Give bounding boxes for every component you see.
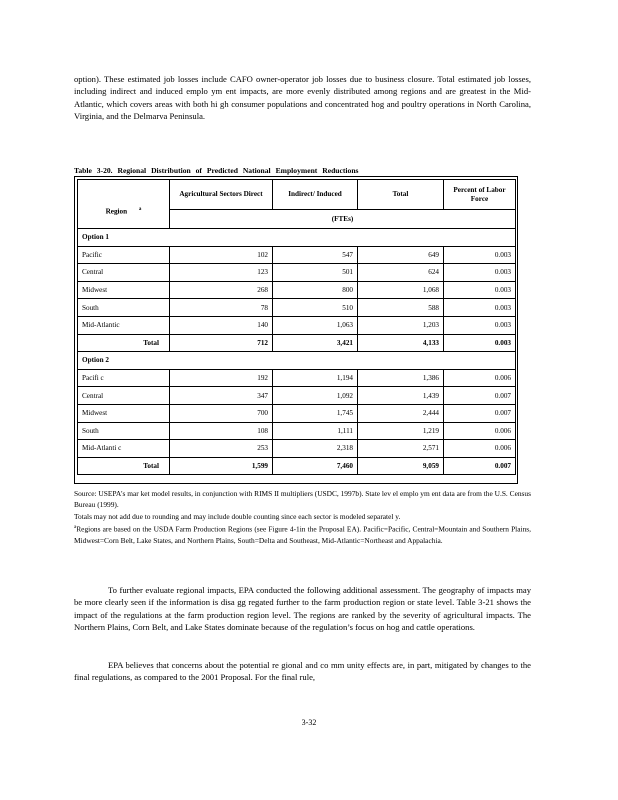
- direct-cell: 140: [170, 316, 273, 334]
- direct-cell: 192: [170, 369, 273, 387]
- indirect-cell: 1,063: [273, 316, 358, 334]
- region-cell: Mid-Atlanti c: [78, 440, 170, 458]
- table-header-row: [78, 180, 516, 210]
- header-indirect-induced: Indirect/ Induced: [273, 180, 358, 210]
- indirect-cell: 800: [273, 281, 358, 299]
- table-row: [78, 264, 516, 282]
- direct-cell: 700: [170, 404, 273, 422]
- page-number: 3-32: [301, 718, 317, 727]
- total-row: [78, 334, 516, 352]
- table-notes: [74, 488, 531, 547]
- total-indirect-cell: 3,421: [273, 334, 358, 352]
- total-cell: 1,203: [358, 316, 444, 334]
- percent-cell: 0.003: [444, 299, 516, 317]
- indirect-cell: 1,745: [273, 404, 358, 422]
- paragraph-further-evaluation: To further evaluate regional impacts, EPA conducted the following additional assessment. The geography of impacts may be more clearly seen if the information is disa gg regated further to the farm production region or state level. Table 3-21 shows the impact of the regulations at the farm production region level. The regions are ranked by the severity of agricultural impacts. The Northern Plains, Corn Belt, and Lake States dominate because of the regulation’s focus on hog and cattle operations.: [74, 585, 531, 633]
- direct-cell: 102: [170, 246, 273, 264]
- percent-cell: 0.006: [444, 369, 516, 387]
- table-row: [78, 299, 516, 317]
- table-row: [78, 246, 516, 264]
- direct-cell: 78: [170, 299, 273, 317]
- total-row: [78, 457, 516, 475]
- option-row: [78, 352, 516, 370]
- indirect-cell: 547: [273, 246, 358, 264]
- region-cell: Central: [78, 387, 170, 405]
- region-cell: Midwest: [78, 404, 170, 422]
- units-label: (FTEs): [170, 210, 516, 229]
- option-label: Option 2: [78, 352, 516, 370]
- region-cell: South: [78, 299, 170, 317]
- percent-cell: 0.003: [444, 281, 516, 299]
- total-direct-cell: 712: [170, 334, 273, 352]
- indirect-cell: 1,092: [273, 387, 358, 405]
- header-agricultural-direct: Agricultural Sectors Direct: [170, 180, 273, 210]
- percent-cell: 0.006: [444, 440, 516, 458]
- header-total: Total: [358, 180, 444, 210]
- total-cell: 2,571: [358, 440, 444, 458]
- total-cell: 1,386: [358, 369, 444, 387]
- header-percent-labor-force: Percent of Labor Force: [444, 180, 516, 210]
- total-cell: 649: [358, 246, 444, 264]
- indirect-cell: 501: [273, 264, 358, 282]
- region-footnote-marker: a: [138, 207, 142, 213]
- table-row: [78, 369, 516, 387]
- percent-cell: 0.003: [444, 316, 516, 334]
- indirect-cell: 1,111: [273, 422, 358, 440]
- region-cell: Pacifi c: [78, 369, 170, 387]
- indirect-cell: 2,318: [273, 440, 358, 458]
- direct-cell: 347: [170, 387, 273, 405]
- paragraph-job-losses: option). These estimated job losses include CAFO owner-operator job losses due to business closure. Total estimated job losses, including indirect and induced emplo ym ent impacts, are more evenly distributed among regions and are greatest in the Mid-Atlantic, which covers areas with both hi gh consumer populations and concentrated hog and poultry operations in North Carolina, Virginia, and the Delmarva Peninsula.: [74, 74, 531, 122]
- region-cell: Pacific: [78, 246, 170, 264]
- total-total-cell: 9,059: [358, 457, 444, 475]
- total-total-cell: 4,133: [358, 334, 444, 352]
- indirect-cell: 1,194: [273, 369, 358, 387]
- total-percent-cell: 0.003: [444, 334, 516, 352]
- direct-cell: 253: [170, 440, 273, 458]
- total-label: Total: [78, 457, 170, 475]
- total-cell: 1,219: [358, 422, 444, 440]
- total-cell: 624: [358, 264, 444, 282]
- employment-reductions-table: [77, 179, 516, 475]
- regions-note-marker: a: [74, 525, 77, 531]
- total-percent-cell: 0.007: [444, 457, 516, 475]
- regions-note: $^a$Regions are based on the USDA Farm Production Regions (see Figure 4-1in the Proposal EA). Pacific=Pacific, Central=Mountain and Southern Plains, Midwest=Corn Belt, Lake States, and Northern Plains, South=Delta and Southeast, Mid-Atlantic=Northeast and Appalachia.: [74, 524, 531, 546]
- header-region: Region $^a$: [78, 180, 170, 229]
- percent-cell: 0.007: [444, 404, 516, 422]
- option-row: [78, 229, 516, 247]
- region-cell: Midwest: [78, 281, 170, 299]
- table-caption: Table 3-20. Regional Distribution of Predicted National Employment Reductions: [74, 166, 359, 175]
- region-cell: Central: [78, 264, 170, 282]
- total-label: Total: [78, 334, 170, 352]
- direct-cell: 123: [170, 264, 273, 282]
- option-label: Option 1: [78, 229, 516, 247]
- table-row: [78, 422, 516, 440]
- table-row: [78, 404, 516, 422]
- region-cell: South: [78, 422, 170, 440]
- total-cell: 2,444: [358, 404, 444, 422]
- total-cell: 1,068: [358, 281, 444, 299]
- indirect-cell: 510: [273, 299, 358, 317]
- table-row: [78, 440, 516, 458]
- total-cell: 1,439: [358, 387, 444, 405]
- region-cell: Mid-Atlantic: [78, 316, 170, 334]
- direct-cell: 268: [170, 281, 273, 299]
- total-cell: 588: [358, 299, 444, 317]
- source-note: Source: USEPA's mar ket model results, in conjunction with RIMS II multipliers (USDC, 1997b). State lev el emplo ym ent data are from the U.S. Census Bureau (1999).: [74, 489, 531, 510]
- table-row: [78, 316, 516, 334]
- totals-note: Totals may not add due to rounding and may include double counting since each sector is modeled separatel y.: [74, 511, 401, 521]
- percent-cell: 0.006: [444, 422, 516, 440]
- total-indirect-cell: 7,460: [273, 457, 358, 475]
- total-direct-cell: 1,599: [170, 457, 273, 475]
- table-row: [78, 281, 516, 299]
- percent-cell: 0.007: [444, 387, 516, 405]
- table-row: [78, 387, 516, 405]
- paragraph-epa-believes: EPA believes that concerns about the potential re gional and co mm unity effects are, in part, mitigated by changes to the final regulations, as compared to the 2001 Proposal. For the final rule,: [74, 660, 531, 683]
- percent-cell: 0.003: [444, 264, 516, 282]
- direct-cell: 108: [170, 422, 273, 440]
- percent-cell: 0.003: [444, 246, 516, 264]
